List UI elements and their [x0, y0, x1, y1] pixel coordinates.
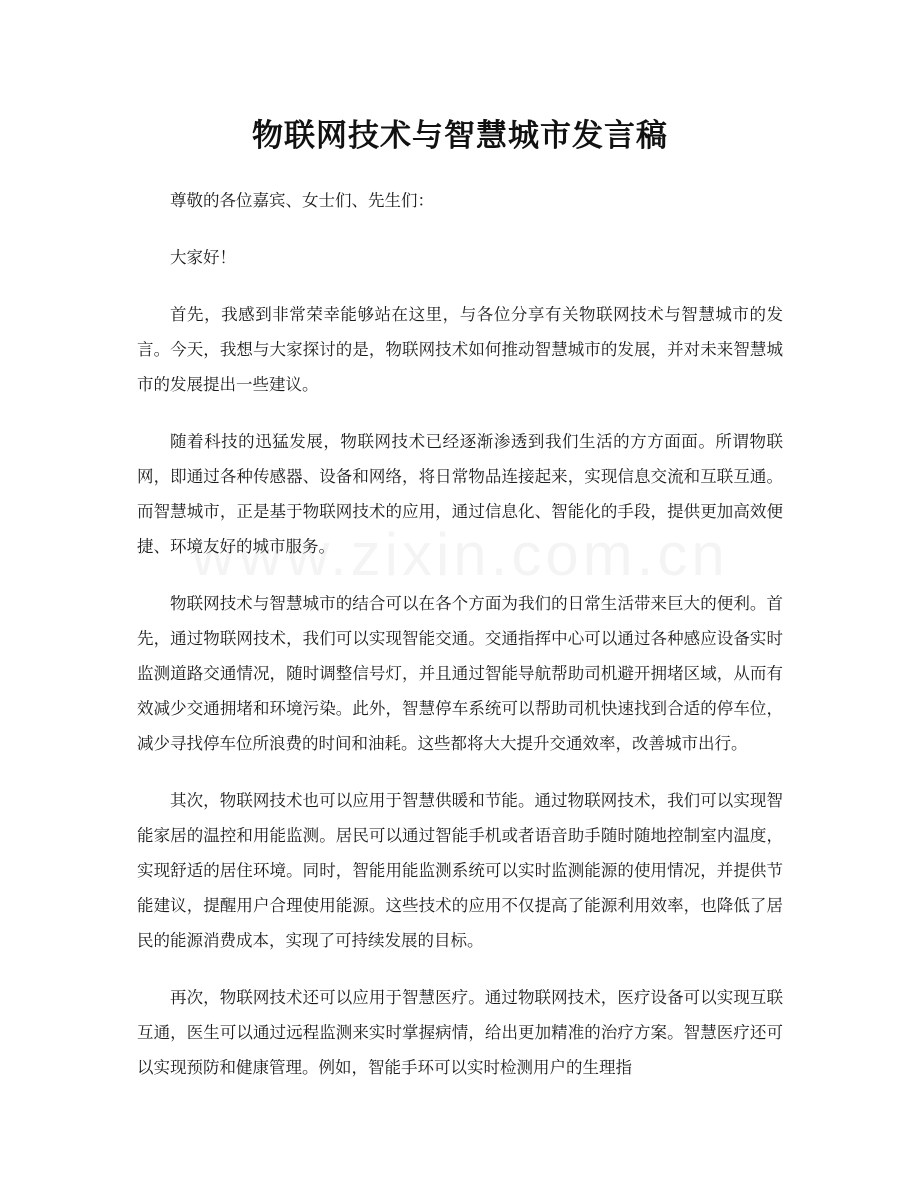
salutation-paragraph: 尊敬的各位嘉宾、女士们、先生们： [170, 191, 434, 210]
greeting-paragraph: 大家好！ [170, 248, 236, 267]
body-paragraph: 其次，物联网技术也可以应用于智慧供暖和节能。通过物联网技术，我们可以实现智能家居的温控和用能监测。居民可以通过智能手机或者语音助手随时随地控制室内温度，实现舒适的居住环境。同时，智能用能监测系统可以实时监测能源的使用情况，并提供节能建议，提醒用户合理使用能源。这些技术的应用不仅提高了能源利用效率，也降低了居民的能源消费成本，实现了可持续发展的目标。 [137, 791, 783, 950]
document-body [137, 183, 783, 1107]
body-paragraph: 再次，物联网技术还可以应用于智慧医疗。通过物联网技术，医疗设备可以实现互联互通，医生可以通过远程监测来实时掌握病情，给出更加精准的治疗方案。智慧医疗还可以实现预防和健康管理。例如，智能手环可以实时检测用户的生理指 [137, 988, 783, 1077]
document-title: 物联网技术与智慧城市发言稿 [252, 118, 668, 154]
body-paragraph: 随着科技的迅猛发展，物联网技术已经逐渐渗透到我们生活的方方面面。所谓物联网，即通过各种传感器、设备和网络，将日常物品连接起来，实现信息交流和互联互通。而智慧城市，正是基于物联网技术的应用，通过信息化、智能化的手段，提供更加高效便捷、环境友好的城市服务。 [137, 432, 783, 556]
body-paragraph: 首先，我感到非常荣幸能够站在这里，与各位分享有关物联网技术与智慧城市的发言。今天，我想与大家探讨的是，物联网技术如何推动智慧城市的发展，并对未来智慧城市的发展提出一些建议。 [137, 305, 783, 394]
body-paragraph: 物联网技术与智慧城市的结合可以在各个方面为我们的日常生活带来巨大的便利。首先，通过物联网技术，我们可以实现智能交通。交通指挥中心可以通过各种感应设备实时监测道路交通情况，随时调整信号灯，并且通过智能导航帮助司机避开拥堵区域，从而有效减少交通拥堵和环境污染。此外，智慧停车系统可以帮助司机快速找到合适的停车位，减少寻找停车位所浪费的时间和油耗。这些都将大大提升交通效率，改善城市出行。 [137, 594, 783, 753]
